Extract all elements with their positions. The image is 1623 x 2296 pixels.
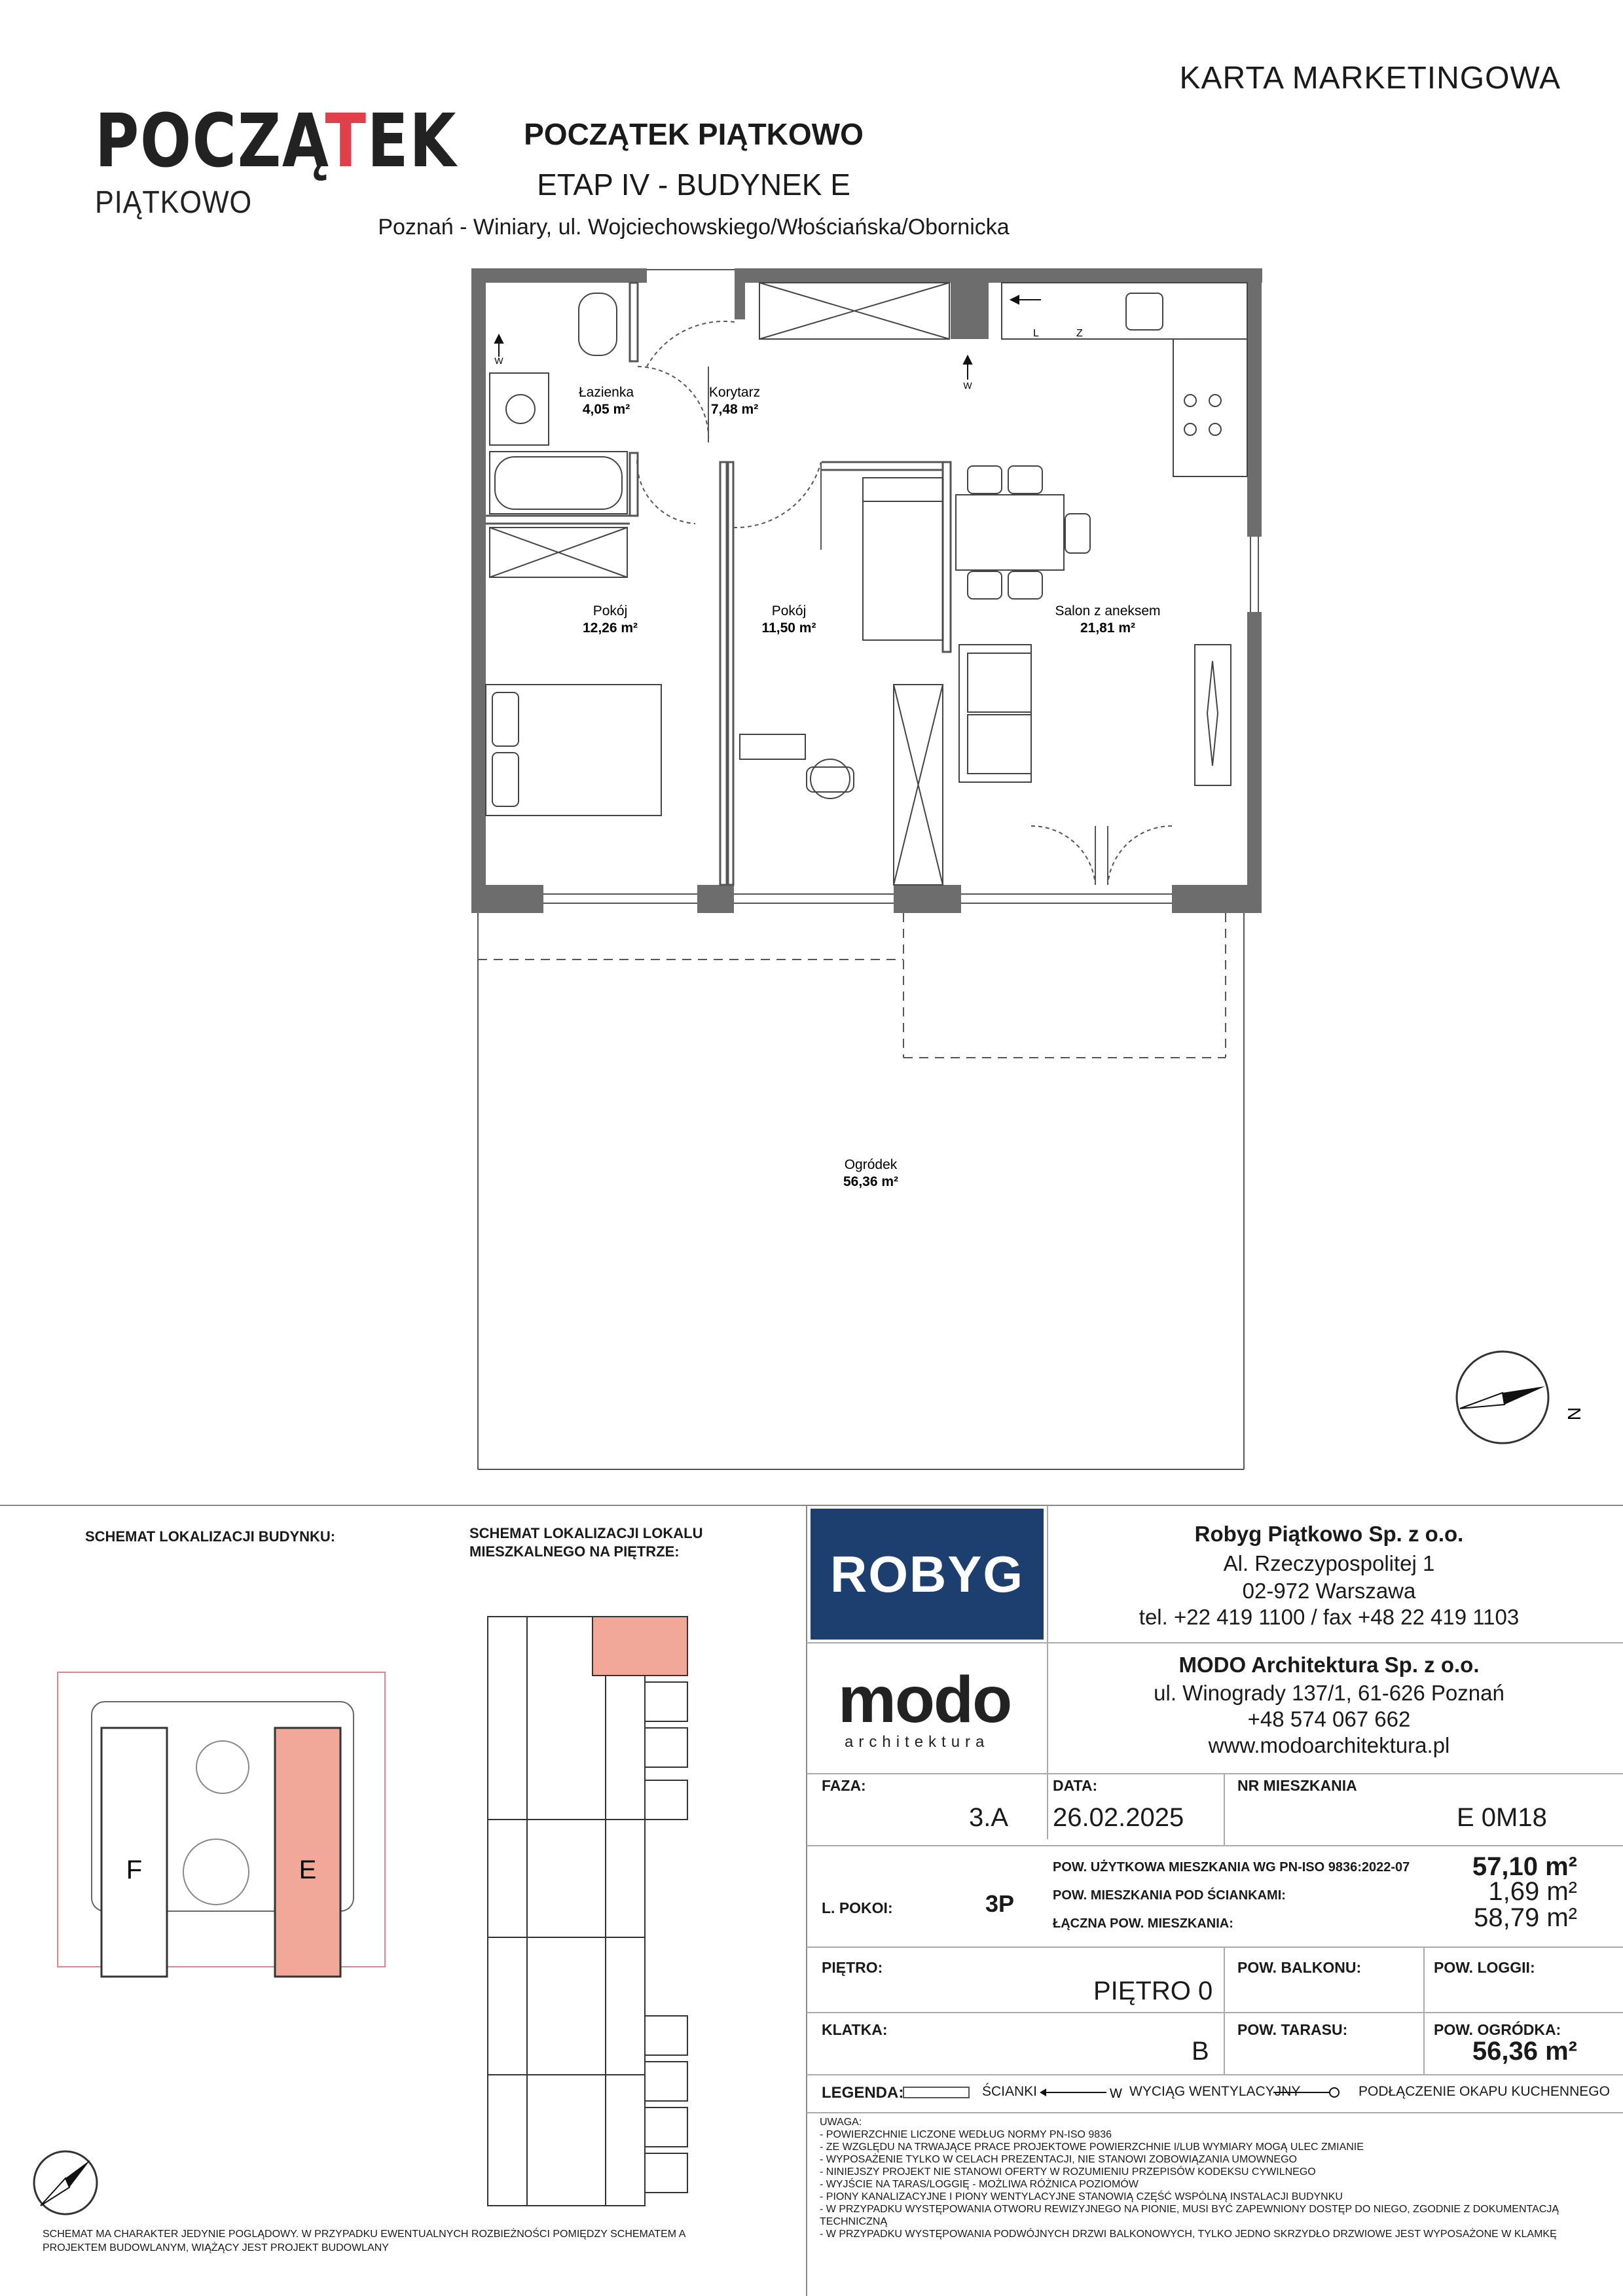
- robyg-address-1: Al. Rzeczypospolitej 1: [1223, 1551, 1435, 1575]
- room-name-hallway: Korytarz: [708, 385, 761, 400]
- note-line: UWAGA:: [820, 2117, 862, 2128]
- note-line: - W PRZYPADKU WYSTĘPOWANIA OTWORU REWIZYJNEGO NA PIONIE, MUSI BYĆ ZAPEWNIONY DOSTĘP DO NIEGO, ZGODNIE Z DOKUMENTACJĄ TECHNICZNĄ: [820, 2204, 1559, 2227]
- bathroom-fixtures: [490, 293, 627, 577]
- room-name-bathroom: Łazienka: [578, 385, 634, 400]
- brand-logo-sub: PIĄTKOWO: [95, 185, 253, 220]
- modo-address: ul. Winogrady 137/1, 61-626 Poznań: [1154, 1681, 1504, 1705]
- address: Poznań - Winiary, ul. Wojciechowskiego/Włościańska/Obornicka: [378, 215, 1010, 240]
- room-name-living: Salon z aneksem: [1055, 603, 1161, 619]
- note-line: - ZE WZGLĘDU NA TRWAJĄCE PRACE PROJEKTOWE POWIERZCHNIE I/LUB WYMIARY MOGĄ ULEC ZMIANIE: [820, 2142, 1364, 2153]
- garden-outline: [478, 913, 1244, 1469]
- legend-wall-swatch: [903, 2087, 969, 2098]
- room-area-garden: 56,36 m²: [843, 1174, 899, 1189]
- pokoi-label: L. POKOI:: [822, 1899, 893, 1916]
- note-line: - POWIERZCHNIE LICZONE WEDŁUG NORMY PN-ISO 9836: [820, 2129, 1112, 2140]
- bedroom-1-bed: [486, 685, 661, 816]
- walls: [471, 268, 1262, 913]
- legend-vent-w: W: [1110, 2087, 1122, 2101]
- robyg-name: Robyg Piątkowo Sp. z o.o.: [1194, 1522, 1464, 1546]
- room-area-living: 21,81 m²: [1080, 620, 1136, 636]
- small-compass-icon: [34, 2151, 97, 2214]
- legend-vent: WYCIĄG WENTYLACYJNY: [1129, 2084, 1301, 2099]
- note-line: - PIONY KANALIZACYJNE I PIONY WENTYLACYJNE STANOWIĄ CZĘŚĆ WSPÓLNĄ INSTALACJI BUDYNKU: [820, 2191, 1343, 2202]
- modo-phone: +48 574 067 662: [1247, 1707, 1411, 1731]
- room-area-bedroom-1: 12,26 m²: [582, 620, 638, 636]
- room-area-bathroom: 4,05 m²: [582, 402, 630, 417]
- klatka-value: B: [1192, 2037, 1209, 2066]
- unit-schema-title-2: MIESZKALNEGO NA PIĘTRZE:: [469, 1543, 680, 1560]
- building-schematic: [58, 1672, 385, 1977]
- robyg-address-2: 02-972 Warszawa: [1242, 1579, 1416, 1603]
- data-label: DATA:: [1053, 1777, 1098, 1794]
- pow-uzytkowa-value: 57,10 m²: [1472, 1852, 1577, 1881]
- compass-icon: [1457, 1352, 1548, 1443]
- sofa: [959, 645, 1231, 785]
- modo-name: MODO Architektura Sp. z o.o.: [1178, 1653, 1480, 1677]
- bedroom-2-furniture: [740, 478, 943, 885]
- pow-laczna-value: 58,79 m²: [1474, 1903, 1577, 1932]
- brand-logo: POCZĄTEK: [95, 99, 458, 184]
- unit-schema-title-1: SCHEMAT LOKALIZACJI LOKALU: [469, 1525, 703, 1541]
- interior-walls: [486, 283, 951, 885]
- terrace-outline: [478, 913, 1226, 1058]
- nr-label: NR MIESZKANIA: [1237, 1777, 1357, 1794]
- robyg-logo: ROBYG: [811, 1509, 1044, 1640]
- legend-walls: ŚCIANKI: [982, 2084, 1038, 2099]
- legend-title: LEGENDA:: [822, 2084, 904, 2102]
- building-schema-title: SCHEMAT LOKALIZACJI BUDYNKU:: [85, 1528, 336, 1545]
- taras-label: POW. TARASU:: [1237, 2021, 1348, 2038]
- room-name-garden: Ogródek: [844, 1157, 898, 1172]
- note-line: - NINIEJSZY PROJEKT NIE STANOWI OFERTY W ROZUMIENIU PRZEPISÓW KODEKSU CYWILNEGO: [820, 2166, 1316, 2178]
- room-area-bedroom-2: 11,50 m²: [761, 620, 816, 636]
- pietro-value: PIĘTRO 0: [1093, 1977, 1213, 2005]
- room-area-hallway: 7,48 m²: [710, 402, 759, 417]
- pietro-label: PIĘTRO:: [822, 1959, 883, 1976]
- data-value: 26.02.2025: [1053, 1803, 1184, 1832]
- pokoi-value: 3P: [985, 1890, 1015, 1917]
- room-name-bedroom-1: Pokój: [593, 603, 628, 619]
- vent-label-hall: W: [963, 380, 972, 391]
- kitchen-mark-l: L: [1033, 328, 1039, 339]
- pow-scianki-label: POW. MIESZKANIA POD ŚCIANKAMI:: [1053, 1888, 1286, 1903]
- legend-hood: PODŁĄCZENIE OKAPU KUCHENNEGO: [1359, 2084, 1610, 2099]
- modo-website[interactable]: www.modoarchitektura.pl: [1208, 1733, 1450, 1757]
- nr-value: E 0M18: [1457, 1803, 1547, 1832]
- modo-logo-sub: architektura: [845, 1733, 990, 1751]
- kitchen-mark-z: Z: [1076, 328, 1083, 339]
- floor-schematic: [488, 1617, 687, 2206]
- dining-set: [956, 466, 1090, 599]
- stage-title: ETAP IV - BUDYNEK E: [537, 168, 850, 202]
- building-f-label: F: [126, 1856, 143, 1884]
- faza-value: 3.A: [969, 1803, 1009, 1832]
- building-e-label: E: [299, 1856, 317, 1884]
- note-line: - W PRZYPADKU WYSTĘPOWANIA PODWÓJNYCH DRZWI BALKONOWYCH, TYLKO JEDNO SKRZYDŁO DRZWIOWE JEST WYPOSAŻONE W KLAMKĘ: [820, 2229, 1557, 2240]
- pow-uzytkowa-label: POW. UŻYTKOWA MIESZKANIA WG PN-ISO 9836:2022-07: [1053, 1860, 1410, 1874]
- faza-label: FAZA:: [822, 1777, 866, 1794]
- kitchen: [759, 283, 1247, 476]
- note-line: - WYPOSAŻENIE TYLKO W CELACH PREZENTACJI, NIE STANOWI ZOBOWIĄZANIA UMOWNEGO: [820, 2154, 1297, 2165]
- notes: [820, 2116, 1618, 2240]
- project-title: POCZĄTEK PIĄTKOWO: [524, 117, 864, 151]
- modo-logo: modo: [838, 1663, 1012, 1736]
- pow-scianki-value: 1,69 m²: [1488, 1877, 1577, 1906]
- ogrodek-label: POW. OGRÓDKA:: [1434, 2021, 1561, 2038]
- klatka-label: KLATKA:: [822, 2021, 888, 2038]
- compass-n: N: [1564, 1407, 1584, 1421]
- pow-laczna-label: ŁĄCZNA POW. MIESZKANIA:: [1053, 1916, 1233, 1931]
- balkon-label: POW. BALKONU:: [1237, 1959, 1362, 1976]
- robyg-phone: tel. +22 419 1100 / fax +48 22 419 1103: [1139, 1605, 1520, 1629]
- card-type: KARTA MARKETINGOWA: [1179, 61, 1561, 96]
- note-line: - WYJŚCIE NA TARAS/LOGGIĘ - MOŻLIWA RÓŻNICA POZIOMÓW: [820, 2179, 1139, 2190]
- room-name-bedroom-2: Pokój: [771, 603, 807, 619]
- ogrodek-value: 56,36 m²: [1472, 2037, 1577, 2066]
- disclaimer: SCHEMAT MA CHARAKTER JEDYNIE POGLĄDOWY. W PRZYPADKU EWENTUALNYCH ROZBIEŻNOŚCI POMIĘDZY SCHEMATEM A PROJEKTEM BUDOWLANYM, WIĄŻĄCY JEST PROJEKT BUDOWLANY: [43, 2229, 685, 2253]
- vent-label-bath: W: [494, 355, 503, 366]
- loggia-label: POW. LOGGII:: [1434, 1959, 1535, 1976]
